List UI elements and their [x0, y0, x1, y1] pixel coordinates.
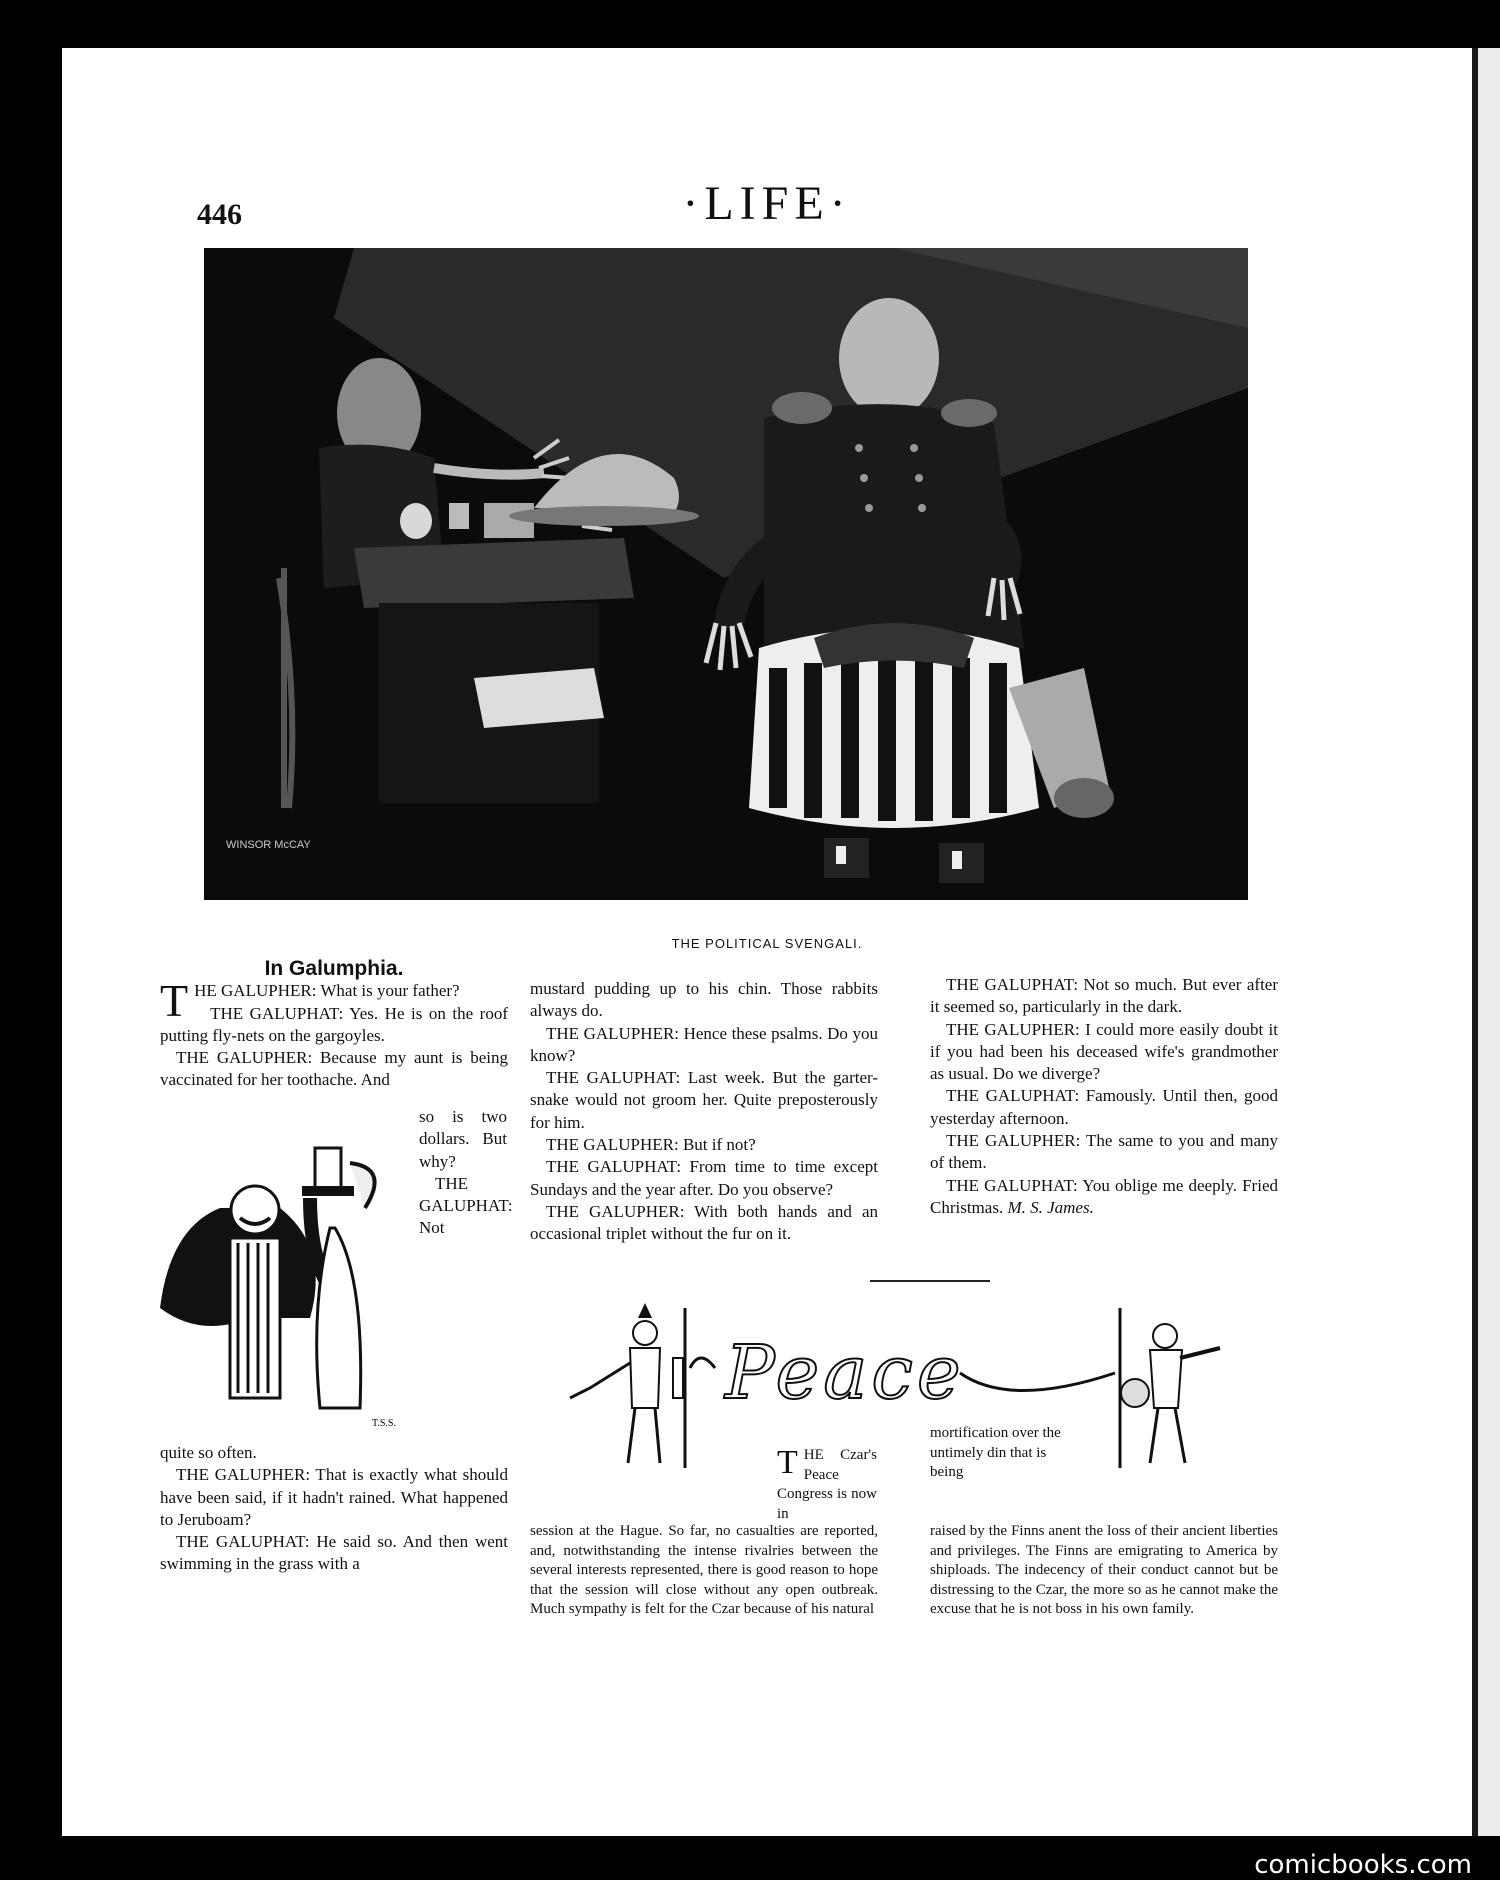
drawing-signature: T.S.S. — [372, 1418, 396, 1429]
col1-p7: THE GALUPHER: That is exactly what should have been said, if it hadn't rained. What happened to Jeruboam? — [160, 1465, 508, 1529]
article-column-1: In Galumphia. THE GALUPHER: What is your father? THE GALUPHAT: Yes. He is on the roof putting fly-nets on the gargoyles. THE GALUPHER: Because my aunt is being vaccinated for her toothache. And — [160, 958, 508, 1092]
col1-p3: THE GALUPHER: Because my aunt is being vaccinated for her toothache. And — [160, 1048, 508, 1090]
col1-p5: THE GALUPHAT: Not — [419, 1173, 513, 1238]
peace-text-a: session at the Hague. So far, no casualties are reported, and, notwithstanding the intense rivalries between the several interests represented, there is good reason to hope that the session will close without any open outbreak. Much sympathy is felt for the Czar because of his natural — [530, 1523, 878, 1617]
col3-p5: THE GALUPHAT: You oblige me deeply. Fried Christmas. — [930, 1175, 1278, 1217]
article-column-1-bottom — [160, 1442, 508, 1576]
col1-p1: HE GALUPHER: What is your father? — [194, 981, 460, 1001]
artist-signature: WINSOR McCAY — [226, 839, 311, 851]
peace-column-a — [530, 1522, 878, 1620]
galumphia-drawing — [160, 1138, 418, 1438]
page-number: 446 — [197, 198, 242, 231]
col1-p4: so is two dollars. But why? — [419, 1107, 507, 1171]
peace-lead-b: mortification over the untimely din that is being — [930, 1425, 1061, 1480]
peace-column-a-lead: THE Czar's Peace Congress is now in — [777, 1444, 877, 1522]
col2-p5: THE GALUPHAT: From time to time except Sundays and the year after. Do you observe? — [530, 1157, 878, 1199]
source-credit: comicbooks.com — [1254, 1850, 1472, 1880]
col3-p4: THE GALUPHER: The same to you and many of them. — [930, 1131, 1278, 1173]
article-column-2 — [530, 978, 878, 1246]
adjacent-page-strip — [1478, 48, 1500, 1836]
col3-p3: THE GALUPHAT: Famously. Until then, good yesterday afternoon. — [930, 1086, 1278, 1128]
peace-lead-a: HE Czar's Peace Congress is now in — [777, 1447, 877, 1522]
political-svengali-illustration — [204, 248, 1248, 948]
col3-p2: THE GALUPHER: I could more easily doubt it if you had been his deceased wife's grandmother as usual. Do we diverge? — [930, 1019, 1278, 1084]
byline: M. S. James. — [1007, 1197, 1094, 1217]
skull — [400, 503, 432, 539]
col1-p8: THE GALUPHAT: He said so. And then went swimming in the grass with a — [160, 1532, 508, 1574]
col1-p2: THE GALUPHAT: Yes. He is on the roof putting fly-nets on the gargoyles. — [160, 1003, 508, 1045]
illustration-caption: THE POLITICAL SVENGALI. — [671, 936, 863, 951]
col2-p1: mustard pudding up to his chin. Those rabbits always do. — [530, 979, 878, 1021]
col2-p3: THE GALUPHAT: Last week. But the garter-snake would not groom her. Quite preposterously for him. — [530, 1068, 878, 1132]
col1-p6: quite so often. — [160, 1443, 257, 1462]
col2-p4: THE GALUPHER: But if not? — [546, 1135, 756, 1155]
peace-text-b: raised by the Finns anent the loss of their ancient liberties and privileges. The Finns are emigrating to America by shiploads. The indecency of their conduct cannot but be distressing to the Czar, the more so as he cannot make the excuse that he is not boss in his own family. — [930, 1523, 1278, 1617]
peace-cartoon — [530, 1288, 1278, 1488]
peace-column-b-lead — [930, 1424, 1075, 1483]
article-title: In Galumphia. — [264, 957, 404, 980]
article-column-1-wrap — [419, 1106, 513, 1240]
section-divider — [870, 1280, 990, 1282]
peace-heading: Peace — [725, 1330, 965, 1416]
masthead: ·LIFE· — [682, 177, 852, 230]
article-column-3 — [930, 974, 1278, 1219]
col3-p1: THE GALUPHAT: Not so much. But ever after it seemed so, particularly in the dark. — [930, 975, 1278, 1017]
col2-p2: THE GALUPHER: Hence these psalms. Do you know? — [530, 1023, 878, 1065]
peace-column-b — [930, 1522, 1278, 1620]
magazine-page — [62, 48, 1472, 1880]
col2-p6: THE GALUPHER: With both hands and an occasional triplet without the fur on it. — [530, 1201, 878, 1244]
